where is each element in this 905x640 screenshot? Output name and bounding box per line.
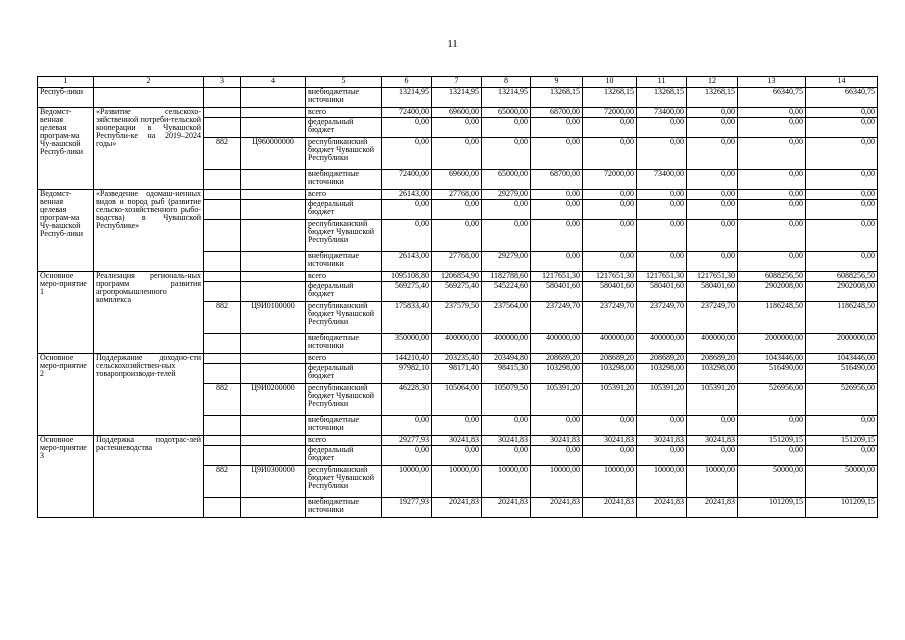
value-cell: 0,00 [382, 446, 432, 466]
value-cell: 10000,00 [432, 466, 482, 498]
value-cell: 6088256,50 [738, 272, 806, 282]
source-cell: республиканский бюджет Чувашской Республики [306, 138, 382, 170]
value-cell: 1217651,30 [687, 272, 738, 282]
value-cell: 1186248,50 [806, 302, 878, 334]
value-cell: 69600,00 [432, 170, 482, 190]
grbs-cell [204, 364, 241, 384]
column-header-3: 3 [204, 77, 241, 88]
value-cell: 0,00 [806, 416, 878, 436]
value-cell: 0,00 [432, 138, 482, 170]
grbs-cell [204, 170, 241, 190]
value-cell: 20241,83 [432, 498, 482, 518]
code-cell: Ц960000000 [241, 138, 306, 170]
value-cell: 0,00 [432, 446, 482, 466]
source-cell: республиканский бюджет Чувашской Республики [306, 466, 382, 498]
column-header-13: 13 [738, 77, 806, 88]
grbs-cell [204, 498, 241, 518]
value-cell: 1217651,30 [637, 272, 687, 282]
value-cell: 0,00 [637, 252, 687, 272]
source-cell: всего [306, 272, 382, 282]
grbs-cell [204, 272, 241, 282]
value-cell: 13268,15 [687, 88, 738, 108]
value-cell: 30241,83 [687, 436, 738, 446]
value-cell: 72000,00 [583, 108, 637, 118]
value-cell: 0,00 [583, 190, 637, 200]
value-cell: 10000,00 [583, 466, 637, 498]
value-cell: 105391,20 [637, 384, 687, 416]
source-cell: внебюджетные источники [306, 334, 382, 354]
value-cell: 72400,00 [382, 170, 432, 190]
page-number: 11 [447, 38, 458, 50]
value-cell: 175833,40 [382, 302, 432, 334]
grbs-cell [204, 200, 241, 220]
value-cell: 0,00 [637, 138, 687, 170]
value-cell: 46228,30 [382, 384, 432, 416]
value-cell: 0,00 [738, 200, 806, 220]
value-cell: 0,00 [432, 118, 482, 138]
source-cell: республиканский бюджет Чувашской Республики [306, 384, 382, 416]
source-cell: всего [306, 108, 382, 118]
code-cell [241, 118, 306, 138]
value-cell: 0,00 [687, 190, 738, 200]
value-cell: 400000,00 [583, 334, 637, 354]
table-row [38, 436, 878, 446]
value-cell: 0,00 [482, 416, 531, 436]
value-cell: 13214,95 [382, 88, 432, 108]
value-cell: 0,00 [687, 108, 738, 118]
grbs-cell [204, 252, 241, 272]
value-cell: 72000,00 [583, 170, 637, 190]
value-cell: 208689,20 [531, 354, 583, 364]
budget-table [37, 76, 878, 518]
value-cell: 0,00 [806, 170, 878, 190]
grbs-cell [204, 108, 241, 118]
value-cell: 350000,00 [382, 334, 432, 354]
value-cell: 0,00 [687, 416, 738, 436]
grbs-cell [204, 282, 241, 302]
value-cell: 13214,95 [432, 88, 482, 108]
table-row [38, 354, 878, 364]
value-cell: 0,00 [382, 118, 432, 138]
source-cell: всего [306, 436, 382, 446]
value-cell: 0,00 [687, 138, 738, 170]
value-cell: 400000,00 [637, 334, 687, 354]
code-cell [241, 416, 306, 436]
value-cell: 101209,15 [738, 498, 806, 518]
program-name-cell: Поддержка подотрас-лей растениеводства [94, 436, 204, 518]
value-cell: 0,00 [738, 170, 806, 190]
value-cell: 0,00 [637, 200, 687, 220]
value-cell: 0,00 [583, 252, 637, 272]
code-cell [241, 108, 306, 118]
value-cell: 516490,00 [806, 364, 878, 384]
value-cell: 2000000,00 [738, 334, 806, 354]
value-cell: 1043446,00 [806, 354, 878, 364]
table-row [38, 108, 878, 118]
value-cell: 10000,00 [482, 466, 531, 498]
value-cell: 208689,20 [687, 354, 738, 364]
grbs-cell: 882 [204, 302, 241, 334]
value-cell: 0,00 [806, 118, 878, 138]
value-cell: 237564,00 [482, 302, 531, 334]
source-cell: федеральный бюджет [306, 282, 382, 302]
grbs-cell: 882 [204, 138, 241, 170]
source-cell: федеральный бюджет [306, 364, 382, 384]
value-cell: 105064,00 [432, 384, 482, 416]
code-cell [241, 436, 306, 446]
source-cell: федеральный бюджет [306, 446, 382, 466]
value-cell: 66340,75 [806, 88, 878, 108]
value-cell: 0,00 [482, 220, 531, 252]
value-cell: 0,00 [583, 416, 637, 436]
value-cell: 0,00 [432, 416, 482, 436]
code-cell [241, 200, 306, 220]
code-cell [241, 364, 306, 384]
code-cell [241, 220, 306, 252]
value-cell: 30241,83 [482, 436, 531, 446]
value-cell: 0,00 [738, 220, 806, 252]
value-cell: 0,00 [637, 118, 687, 138]
value-cell: 30241,83 [637, 436, 687, 446]
value-cell: 0,00 [482, 118, 531, 138]
value-cell: 68700,00 [531, 170, 583, 190]
code-cell: Ц9И0300000 [241, 466, 306, 498]
value-cell: 203494,80 [482, 354, 531, 364]
column-header-6: 6 [382, 77, 432, 88]
value-cell: 208689,20 [637, 354, 687, 364]
value-cell: 237249,70 [637, 302, 687, 334]
value-cell: 0,00 [738, 138, 806, 170]
value-cell: 13214,95 [482, 88, 531, 108]
value-cell: 400000,00 [482, 334, 531, 354]
value-cell: 151209,15 [738, 436, 806, 446]
value-cell: 0,00 [687, 118, 738, 138]
value-cell: 105391,20 [531, 384, 583, 416]
value-cell: 545224,60 [482, 282, 531, 302]
code-cell [241, 170, 306, 190]
grbs-cell [204, 354, 241, 364]
value-cell: 20241,83 [482, 498, 531, 518]
value-cell: 0,00 [738, 416, 806, 436]
value-cell: 0,00 [482, 200, 531, 220]
value-cell: 0,00 [687, 200, 738, 220]
value-cell: 98171,40 [432, 364, 482, 384]
code-cell [241, 88, 306, 108]
table-row [38, 190, 878, 200]
program-name-cell: «Разведение одомаш-ненных видов и пород рыб (развитие сельско-хозяйственного рыбо-водства) в Чувашской Республике» [94, 190, 204, 272]
value-cell: 0,00 [738, 108, 806, 118]
value-cell: 0,00 [531, 416, 583, 436]
value-cell: 2902008,00 [738, 282, 806, 302]
value-cell: 72400,00 [382, 108, 432, 118]
source-cell: внебюджетные источники [306, 170, 382, 190]
value-cell: 0,00 [482, 138, 531, 170]
value-cell: 20241,83 [583, 498, 637, 518]
value-cell: 0,00 [687, 170, 738, 190]
value-cell: 237579,50 [432, 302, 482, 334]
value-cell: 27768,00 [432, 190, 482, 200]
value-cell: 400000,00 [687, 334, 738, 354]
value-cell: 13268,15 [531, 88, 583, 108]
value-cell: 0,00 [583, 138, 637, 170]
value-cell: 97982,10 [382, 364, 432, 384]
value-cell: 65000,00 [482, 170, 531, 190]
value-cell: 569275,40 [432, 282, 482, 302]
code-cell [241, 498, 306, 518]
column-header-5: 5 [306, 77, 382, 88]
header-row [38, 77, 878, 88]
value-cell: 66340,75 [738, 88, 806, 108]
grbs-cell [204, 334, 241, 354]
program-name-cell: Поддержание доходно-сти сельскохозяйствен-ных товаропроизводи-телей [94, 354, 204, 436]
value-cell: 1182788,60 [482, 272, 531, 282]
source-cell: внебюджетные источники [306, 416, 382, 436]
value-cell: 10000,00 [382, 466, 432, 498]
code-cell [241, 446, 306, 466]
value-cell: 0,00 [806, 190, 878, 200]
value-cell: 0,00 [531, 200, 583, 220]
grbs-cell [204, 118, 241, 138]
value-cell: 50000,00 [806, 466, 878, 498]
value-cell: 69600,00 [432, 108, 482, 118]
value-cell: 0,00 [637, 220, 687, 252]
value-cell: 29279,00 [482, 252, 531, 272]
value-cell: 73400,00 [637, 108, 687, 118]
program-type-cell: Респуб-лики [38, 88, 94, 108]
program-name-cell [94, 88, 204, 108]
source-cell: федеральный бюджет [306, 118, 382, 138]
value-cell: 0,00 [806, 138, 878, 170]
value-cell: 0,00 [637, 416, 687, 436]
grbs-cell [204, 446, 241, 466]
grbs-cell: 882 [204, 466, 241, 498]
code-cell [241, 354, 306, 364]
value-cell: 20241,83 [637, 498, 687, 518]
value-cell: 400000,00 [432, 334, 482, 354]
value-cell: 0,00 [738, 252, 806, 272]
value-cell: 0,00 [382, 200, 432, 220]
value-cell: 98415,30 [482, 364, 531, 384]
value-cell: 73400,00 [637, 170, 687, 190]
grbs-cell [204, 436, 241, 446]
value-cell: 10000,00 [637, 466, 687, 498]
table-row [38, 272, 878, 282]
value-cell: 103298,00 [531, 364, 583, 384]
value-cell: 103298,00 [583, 364, 637, 384]
column-header-1: 1 [38, 77, 94, 88]
value-cell: 2902008,00 [806, 282, 878, 302]
grbs-cell [204, 190, 241, 200]
source-cell: республиканский бюджет Чувашской Республики [306, 302, 382, 334]
value-cell: 1217651,30 [531, 272, 583, 282]
value-cell: 0,00 [806, 252, 878, 272]
column-header-12: 12 [687, 77, 738, 88]
value-cell: 0,00 [531, 138, 583, 170]
value-cell: 580401,60 [687, 282, 738, 302]
value-cell: 10000,00 [687, 466, 738, 498]
source-cell: всего [306, 354, 382, 364]
value-cell: 50000,00 [738, 466, 806, 498]
value-cell: 151209,15 [806, 436, 878, 446]
value-cell: 0,00 [687, 220, 738, 252]
source-cell: внебюджетные источники [306, 498, 382, 518]
value-cell: 68700,00 [531, 108, 583, 118]
value-cell: 30241,83 [432, 436, 482, 446]
value-cell: 65000,00 [482, 108, 531, 118]
value-cell: 0,00 [806, 220, 878, 252]
program-name-cell: «Развитие сельскохо-зяйственной потреби-тельской кооперации в Чувашской Республи-ке на 2019–2024 годы» [94, 108, 204, 190]
column-header-2: 2 [94, 77, 204, 88]
program-type-cell: Основное меро-приятие 2 [38, 354, 94, 436]
value-cell: 1217651,30 [583, 272, 637, 282]
value-cell: 30241,83 [583, 436, 637, 446]
value-cell: 1043446,00 [738, 354, 806, 364]
source-cell: республиканский бюджет Чувашской Республики [306, 220, 382, 252]
code-cell: Ц9И0100000 [241, 302, 306, 334]
column-header-9: 9 [531, 77, 583, 88]
value-cell: 29277,93 [382, 436, 432, 446]
program-type-cell: Основное меро-приятие 3 [38, 436, 94, 518]
value-cell: 0,00 [806, 446, 878, 466]
value-cell: 203235,40 [432, 354, 482, 364]
value-cell: 103298,00 [637, 364, 687, 384]
value-cell: 26143,00 [382, 190, 432, 200]
value-cell: 580401,60 [637, 282, 687, 302]
value-cell: 29279,00 [482, 190, 531, 200]
value-cell: 105391,20 [687, 384, 738, 416]
value-cell: 516490,00 [738, 364, 806, 384]
program-name-cell: Реализация региональ-ных программ развития агропромышленного комплекса [94, 272, 204, 354]
code-cell: Ц9И0200000 [241, 384, 306, 416]
program-type-cell: Основное меро-приятие 1 [38, 272, 94, 354]
source-cell: внебюджетные источники [306, 88, 382, 108]
value-cell: 526956,00 [806, 384, 878, 416]
value-cell: 0,00 [531, 190, 583, 200]
source-cell: всего [306, 190, 382, 200]
value-cell: 0,00 [531, 220, 583, 252]
value-cell: 0,00 [531, 446, 583, 466]
value-cell: 0,00 [382, 416, 432, 436]
value-cell: 0,00 [806, 200, 878, 220]
value-cell: 0,00 [806, 108, 878, 118]
value-cell: 526956,00 [738, 384, 806, 416]
program-type-cell: Ведомст-венная целевая програм-ма Чу-вашской Респуб-лики [38, 190, 94, 272]
column-header-11: 11 [637, 77, 687, 88]
value-cell: 580401,60 [583, 282, 637, 302]
value-cell: 105391,20 [583, 384, 637, 416]
value-cell: 0,00 [738, 446, 806, 466]
grbs-cell [204, 416, 241, 436]
value-cell: 101209,15 [806, 498, 878, 518]
value-cell: 1095108,80 [382, 272, 432, 282]
column-header-8: 8 [482, 77, 531, 88]
column-header-7: 7 [432, 77, 482, 88]
value-cell: 0,00 [583, 200, 637, 220]
value-cell: 30241,83 [531, 436, 583, 446]
value-cell: 208689,20 [583, 354, 637, 364]
value-cell: 400000,00 [531, 334, 583, 354]
code-cell [241, 190, 306, 200]
code-cell [241, 282, 306, 302]
column-header-14: 14 [806, 77, 878, 88]
value-cell: 0,00 [382, 220, 432, 252]
program-type-cell: Ведомст-венная целевая програм-ма Чу-вашской Респуб-лики [38, 108, 94, 190]
column-header-10: 10 [583, 77, 637, 88]
value-cell: 105079,50 [482, 384, 531, 416]
value-cell: 0,00 [637, 190, 687, 200]
table-row [38, 88, 878, 108]
value-cell: 26143,00 [382, 252, 432, 272]
value-cell: 0,00 [382, 138, 432, 170]
value-cell: 0,00 [687, 252, 738, 272]
value-cell: 0,00 [583, 446, 637, 466]
value-cell: 0,00 [583, 220, 637, 252]
value-cell: 237249,70 [531, 302, 583, 334]
value-cell: 0,00 [482, 446, 531, 466]
value-cell: 0,00 [738, 190, 806, 200]
code-cell [241, 272, 306, 282]
value-cell: 1206854,90 [432, 272, 482, 282]
value-cell: 0,00 [531, 252, 583, 272]
value-cell: 20241,83 [687, 498, 738, 518]
value-cell: 19277,93 [382, 498, 432, 518]
value-cell: 13268,15 [583, 88, 637, 108]
value-cell: 103298,00 [687, 364, 738, 384]
value-cell: 2000000,00 [806, 334, 878, 354]
source-cell: федеральный бюджет [306, 200, 382, 220]
value-cell: 20241,83 [531, 498, 583, 518]
value-cell: 0,00 [531, 118, 583, 138]
value-cell: 10000,00 [531, 466, 583, 498]
source-cell: внебюджетные источники [306, 252, 382, 272]
value-cell: 144210,40 [382, 354, 432, 364]
value-cell: 0,00 [687, 446, 738, 466]
value-cell: 569275,40 [382, 282, 432, 302]
code-cell [241, 252, 306, 272]
value-cell: 1186248,50 [738, 302, 806, 334]
grbs-cell [204, 88, 241, 108]
value-cell: 237249,70 [687, 302, 738, 334]
code-cell [241, 334, 306, 354]
value-cell: 13268,15 [637, 88, 687, 108]
value-cell: 237249,70 [583, 302, 637, 334]
value-cell: 0,00 [637, 446, 687, 466]
value-cell: 27768,00 [432, 252, 482, 272]
value-cell: 580401,60 [531, 282, 583, 302]
value-cell: 0,00 [432, 220, 482, 252]
value-cell: 6088256,50 [806, 272, 878, 282]
column-header-4: 4 [241, 77, 306, 88]
grbs-cell [204, 220, 241, 252]
grbs-cell: 882 [204, 384, 241, 416]
value-cell: 0,00 [432, 200, 482, 220]
value-cell: 0,00 [583, 118, 637, 138]
value-cell: 0,00 [738, 118, 806, 138]
